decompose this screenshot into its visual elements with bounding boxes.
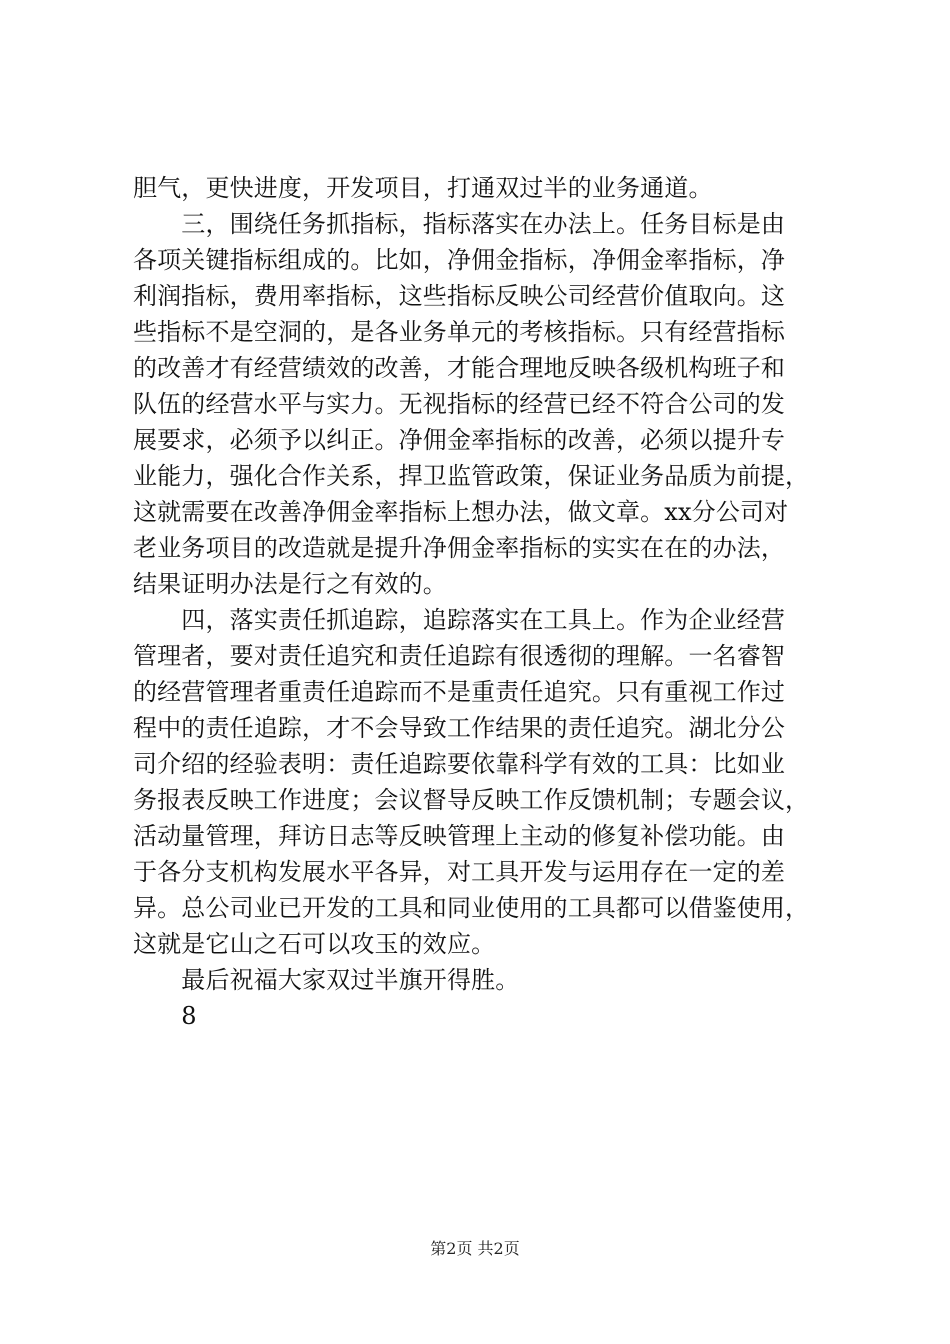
closing-line: 最后祝福大家双过半旗开得胜。 [133,966,520,994]
text-line: 四，落实责任抓追踪，追踪落实在工具上。作为企业经营 [133,606,786,634]
text-line: 管理者，要对责任追究和责任追踪有很透彻的理解。一名睿智 [133,642,786,670]
text-line: 结果证明办法是行之有效的。 [133,570,447,598]
text-line: 异。总公司业已开发的工具和同业使用的工具都可以借鉴使用， [133,894,810,922]
page-footer: 第2页 共2页 [430,1239,520,1258]
text-line: 业能力，强化合作关系，捍卫监管政策，保证业务品质为前提， [133,462,810,490]
text-line: 队伍的经营水平与实力。无视指标的经营已经不符合公司的发 [133,390,786,418]
text-line: 这就需要在改善净佣金率指标上想办法，做文章。xx分公司对 [133,498,789,526]
text-line: 的经营管理者重责任追踪而不是重责任追究。只有重视工作过 [133,678,786,706]
page-number-inline: 8 [133,1002,197,1030]
text-line: 活动量管理，拜访日志等反映管理上主动的修复补偿功能。由 [133,822,786,850]
text-line: 展要求，必须予以纠正。净佣金率指标的改善，必须以提升专 [133,426,786,454]
document-body [133,170,833,1034]
text-line: 胆气，更快进度，开发项目，打通双过半的业务通道。 [133,174,713,202]
text-line: 务报表反映工作进度；会议督导反映工作反馈机制；专题会议， [133,786,810,814]
text-line: 三，围绕任务抓指标，指标落实在办法上。任务目标是由 [133,210,786,238]
text-line: 程中的责任追踪，才不会导致工作结果的责任追究。湖北分公 [133,714,786,742]
text-line: 司介绍的经验表明：责任追踪要依靠科学有效的工具：比如业 [133,750,786,778]
text-line: 的改善才有经营绩效的改善，才能合理地反映各级机构班子和 [133,354,786,382]
text-line: 各项关键指标组成的。比如，净佣金指标，净佣金率指标，净 [133,246,786,274]
text-line: 些指标不是空洞的，是各业务单元的考核指标。只有经营指标 [133,318,786,346]
text-line: 老业务项目的改造就是提升净佣金率指标的实实在在的办法， [133,534,786,562]
text-line: 于各分支机构发展水平各异，对工具开发与运用存在一定的差 [133,858,786,886]
text-line: 这就是它山之石可以攻玉的效应。 [133,930,496,958]
text-line: 利润指标，费用率指标，这些指标反映公司经营价值取向。这 [133,282,786,310]
